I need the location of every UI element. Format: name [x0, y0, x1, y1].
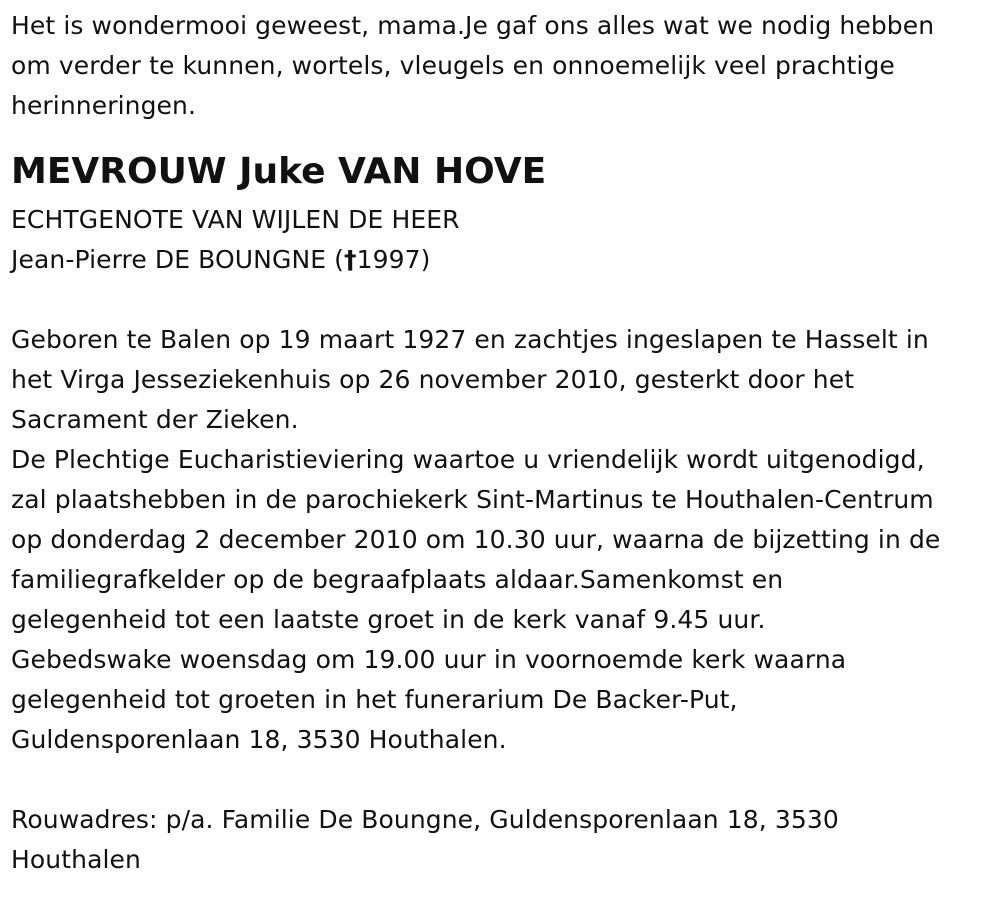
- body-line: zal plaatshebben in de parochiekerk Sint-Martinus te Houthalen-Centrum: [11, 485, 934, 514]
- address-line: Rouwadres: p/a. Familie De Boungne, Guldensporenlaan 18, 3530: [11, 805, 839, 834]
- spouse-title: ECHTGENOTE VAN WIJLEN DE HEER: [11, 205, 460, 234]
- intro-text: [11, 6, 996, 126]
- body-line: Guldensporenlaan 18, 3530 Houthalen.: [11, 725, 507, 754]
- spacer: [11, 760, 996, 800]
- body-line: Gebedswake woensdag om 19.00 uur in voornoemde kerk waarna: [11, 645, 847, 674]
- body-line: familiegrafkelder op de begraafplaats aldaar.Samenkomst en: [11, 565, 784, 594]
- body-line: De Plechtige Eucharistieviering waartoe u vriendelijk wordt uitgenodigd,: [11, 445, 925, 474]
- body-line: gelegenheid tot groeten in het funerarium De Backer-Put,: [11, 685, 738, 714]
- mourning-address: [11, 800, 996, 880]
- intro-line: herinneringen.: [11, 91, 197, 120]
- deceased-name: MEVROUW Juke VAN HOVE: [11, 151, 547, 192]
- intro-line: Het is wondermooi geweest, mama.Je gaf ons alles wat we nodig hebben: [11, 11, 935, 40]
- spouse-name-line: [11, 240, 996, 280]
- body-line: het Virga Jesseziekenhuis op 26 november 2010, gesterkt door het: [11, 365, 855, 394]
- address-line: Houthalen: [11, 845, 141, 874]
- spacer: [11, 280, 996, 320]
- spouse-death-year: 1997): [356, 245, 431, 274]
- intro-line: om verder te kunnen, wortels, vleugels en onnoemelijk veel prachtige: [11, 51, 895, 80]
- body-line: gelegenheid tot een laatste groet in de kerk vanaf 9.45 uur.: [11, 605, 766, 634]
- body-line: Sacrament der Zieken.: [11, 405, 299, 434]
- cross-icon: †: [344, 245, 357, 274]
- body-line: op donderdag 2 december 2010 om 10.30 uur, waarna de bijzetting in de: [11, 525, 941, 554]
- obituary-document: [11, 6, 996, 880]
- spouse-name: Jean-Pierre DE BOUNGNE (: [11, 245, 345, 274]
- body-line: Geboren te Balen op 19 maart 1927 en zachtjes ingeslapen te Hasselt in: [11, 325, 929, 354]
- body-text: [11, 320, 996, 760]
